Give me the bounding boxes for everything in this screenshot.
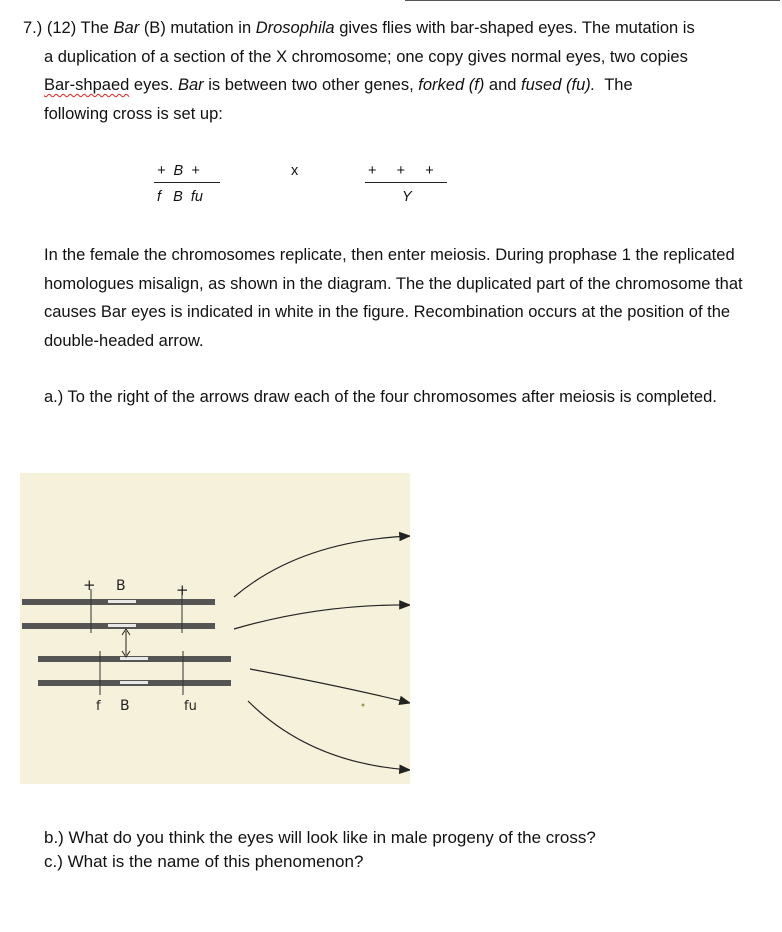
arrow-2 — [234, 605, 410, 629]
arrow-4 — [248, 701, 410, 770]
part-a-prompt: a.) To the right of the arrows draw each of the four chromosomes after meiosis is completed. — [44, 388, 717, 406]
chromosome-diagram — [20, 473, 410, 784]
question-number: 7.) — [23, 19, 43, 37]
bar-duplication-2 — [108, 624, 136, 627]
arrow-3 — [250, 669, 410, 703]
label-b-bottom: B — [120, 698, 130, 714]
bar-duplication-3 — [120, 657, 148, 660]
top-rule — [405, 0, 780, 1]
chromosome-figure — [20, 473, 410, 784]
question-points: (12) — [46, 19, 77, 37]
part-c-prompt: c.) What is the name of this phenomenon? — [44, 852, 364, 871]
question-line-2: a duplication of a section of the X chromosome; one copy gives normal eyes, two copies — [44, 47, 688, 66]
misspelled-word[interactable]: Bar-shpaed — [44, 76, 130, 94]
label-f: f — [96, 699, 101, 714]
female-divider — [154, 182, 220, 183]
question-line-3: Bar-shpaed eyes. Bar is between two other genes, forked (f) and fused (fu). The — [44, 76, 633, 94]
male-top-genotype: + + + — [368, 163, 434, 179]
cross-symbol: x — [291, 163, 299, 179]
arrow-1 — [234, 536, 410, 597]
question-line-4: following cross is set up: — [44, 104, 223, 123]
paragraph-meiosis: In the female the chromosomes replicate, then enter meiosis. During prophase 1 the replicated homologues misalign, as shown in the diagram. The the duplicated part of the chromosome that causes Bar eyes is indicated in white in the figure. Recombination occurs at the position of the double-headed arrow. — [44, 246, 743, 350]
label-fu: fu — [184, 699, 197, 714]
question-intro: 7.) (12) The Bar (B) mutation in Drosophila gives flies with bar-shaped eyes. The mutation is a duplication of a section of the X chromosome; one copy gives normal eyes, two copies Bar-shpaed eyes. Bar is between two other genes, forked (f) and fused (fu). The following cross is set up: — [23, 14, 763, 128]
parts-b-c — [44, 826, 764, 874]
label-plus-2: + — [176, 581, 189, 599]
female-top-genotype: + B + — [157, 163, 200, 179]
male-bottom-genotype: Y — [402, 189, 412, 205]
label-b-top: B — [116, 578, 126, 594]
label-plus-1: + — [83, 576, 96, 594]
smudge-dot — [362, 704, 365, 707]
bar-duplication-1 — [108, 600, 136, 603]
bar-duplication-4 — [120, 681, 148, 684]
female-bottom-genotype: f B fu — [157, 189, 203, 205]
part-b-prompt: b.) What do you think the eyes will look like in male progeny of the cross? — [44, 828, 596, 847]
male-divider — [365, 182, 447, 183]
